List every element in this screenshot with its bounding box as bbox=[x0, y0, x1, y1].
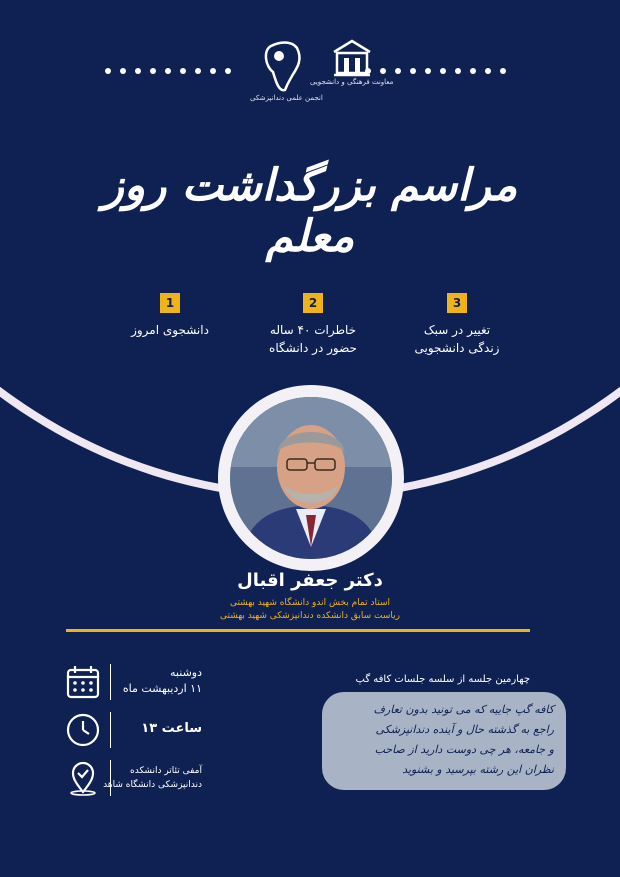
topic-3 bbox=[372, 292, 542, 357]
page-title: مراسم بزرگداشت روز معلم bbox=[102, 160, 518, 262]
topic-number-badge: 2 bbox=[303, 293, 323, 313]
event-place bbox=[103, 764, 202, 792]
description-line: راجع به گذشته حال و آینده دندانپزشکی bbox=[375, 723, 554, 736]
speaker-title-line-2: ریاست سابق دانشکده دندانپزشکی شهید بهشتی bbox=[220, 611, 400, 621]
speaker-title-line-1: استاد تمام بخش اندو دانشگاه شهید بهشتی bbox=[229, 598, 391, 608]
calendar-icon bbox=[65, 664, 101, 700]
clock-icon bbox=[65, 712, 101, 748]
event-place-line-2: دندانپزشکی دانشگاه شاهد bbox=[103, 780, 202, 790]
topic-number-badge: 1 bbox=[160, 293, 180, 313]
event-date-text: ۱۱ اردیبهشت ماه bbox=[122, 682, 202, 695]
speaker-name: دکتر جعفر اقبال bbox=[237, 570, 383, 591]
description-line: نظران این رشته بپرسید و بشنوید bbox=[402, 763, 554, 776]
session-series-text: چهارمین جلسه از سلسه جلسات کافه گپ bbox=[355, 674, 530, 685]
speaker-photo-frame bbox=[218, 385, 404, 571]
speaker-photo bbox=[230, 397, 392, 559]
description-line: و جامعه، هر چی دوست دارید از صاحب bbox=[374, 743, 554, 756]
topic-text: خاطرات ۴۰ ساله حضور در دانشگاه bbox=[269, 323, 357, 355]
description-bubble bbox=[322, 692, 566, 790]
location-icon bbox=[65, 760, 101, 796]
event-place-line-1: آمفی تئاتر دانشکده bbox=[130, 766, 202, 776]
event-day: دوشنبه bbox=[170, 666, 202, 679]
info-divider bbox=[110, 712, 111, 748]
topic-text: تغییر در سبک زندگی دانشجویی bbox=[414, 323, 500, 355]
tooth-logo-icon bbox=[261, 36, 311, 94]
university-logo-label: معاونت فرهنگی و دانشجویی bbox=[310, 78, 394, 86]
gold-divider bbox=[66, 629, 530, 632]
association-logo-label: انجمن علمی دندانپزشکی bbox=[250, 94, 323, 102]
topic-number-badge: 3 bbox=[447, 293, 467, 313]
event-time: ساعت ۱۳ bbox=[141, 721, 202, 736]
event-date bbox=[123, 665, 202, 697]
info-divider bbox=[110, 664, 111, 700]
topic-text: دانشجوی امروز bbox=[131, 323, 209, 337]
dots-left bbox=[105, 68, 231, 74]
association-logo bbox=[250, 36, 323, 102]
description-line: کافه گپ جاییه که می تونید بدون تعارف bbox=[373, 703, 554, 716]
university-building-icon bbox=[330, 38, 374, 78]
